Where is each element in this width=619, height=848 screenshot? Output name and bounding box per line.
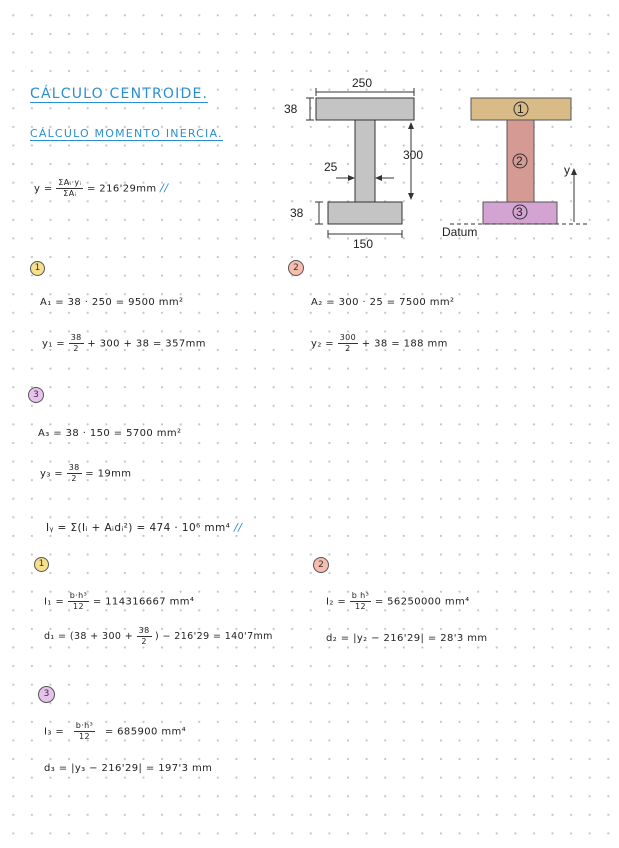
part1-area: A₁ = 38 · 250 = 9500 mm²	[40, 297, 184, 308]
dim-38-bottom: 38	[290, 206, 304, 220]
ibeam-grey	[284, 76, 423, 251]
bottom-flange	[328, 202, 402, 224]
part2-centroid: y₂ = $\frac{300}{2}$ + 38 = 188 mm	[311, 333, 448, 353]
inertia-total: Iᵧ = Σ(Iᵢ + Aᵢdᵢ²) = 474 · 10⁶ mm⁴ //	[46, 521, 243, 534]
badge-inertia-part3: 3	[38, 686, 55, 703]
part1-centroid: y₁ = $\frac{38}{2}$ + 300 + 38 = 357mm	[42, 333, 206, 353]
ibeam-figure	[276, 64, 606, 264]
title-centroid: CÁLCULO CENTROIDE.	[30, 86, 209, 102]
centroid-result: = 216'29mm	[86, 183, 157, 195]
inertia1-I: I₁ = $\frac{\text{b·h³}}{12}$ = 114316667 mm⁴	[44, 591, 195, 611]
checkmark: //	[234, 521, 243, 534]
centroid-lhs: y =	[34, 183, 53, 195]
centroid-formula	[34, 179, 168, 198]
dim-38-top: 38	[284, 102, 298, 116]
inertia3-d: d₃ = |y₃ − 216'29| = 197'3 mm	[44, 763, 213, 774]
y-axis-label: y	[564, 163, 570, 177]
dim-300: 300	[403, 148, 424, 162]
inertia1-d: d₁ = (38 + 300 + $\frac{38}{2}$ ) − 216'29 = 140'7mm	[44, 626, 273, 646]
title-inertia: CÁLCULO MOMENTO INERCIA.	[30, 127, 223, 140]
part2-area: A₂ = 300 · 25 = 7500 mm²	[311, 297, 455, 308]
top-flange	[316, 98, 414, 120]
badge-inertia-part2: 2	[313, 557, 329, 573]
badge-inertia-part1: 1	[34, 557, 49, 572]
centroid-fraction: $\frac{\text{ΣAᵢ·yᵢ}}{\text{ΣAᵢ}}$	[58, 178, 82, 198]
part-2-label: 2	[516, 154, 523, 168]
part-1-label: 1	[517, 102, 524, 116]
dim-250: 250	[352, 76, 373, 90]
badge-part2: 2	[288, 260, 304, 276]
datum-label: Datum	[442, 225, 478, 239]
part-3-label: 3	[516, 205, 523, 219]
inertia2-I: I₂ = $\frac{\text{b h³}}{12}$ = 56250000 mm⁴	[326, 591, 470, 611]
ibeam-colored	[442, 98, 588, 239]
web	[355, 120, 375, 202]
inertia3-I: I₃ = $\frac{\text{b·h³}}{12}$ = 685900 mm⁴	[44, 721, 187, 741]
dim-150: 150	[353, 237, 374, 251]
badge-part3: 3	[28, 387, 44, 403]
checkmark: //	[160, 181, 169, 195]
part3-centroid: y₃ = $\frac{38}{2}$ = 19mm	[40, 463, 132, 483]
dim-25: 25	[324, 160, 338, 174]
badge-part1: 1	[30, 261, 45, 276]
part3-area: A₃ = 38 · 150 = 5700 mm²	[38, 428, 182, 439]
inertia2-d: d₂ = |y₂ − 216'29| = 28'3 mm	[326, 633, 488, 644]
